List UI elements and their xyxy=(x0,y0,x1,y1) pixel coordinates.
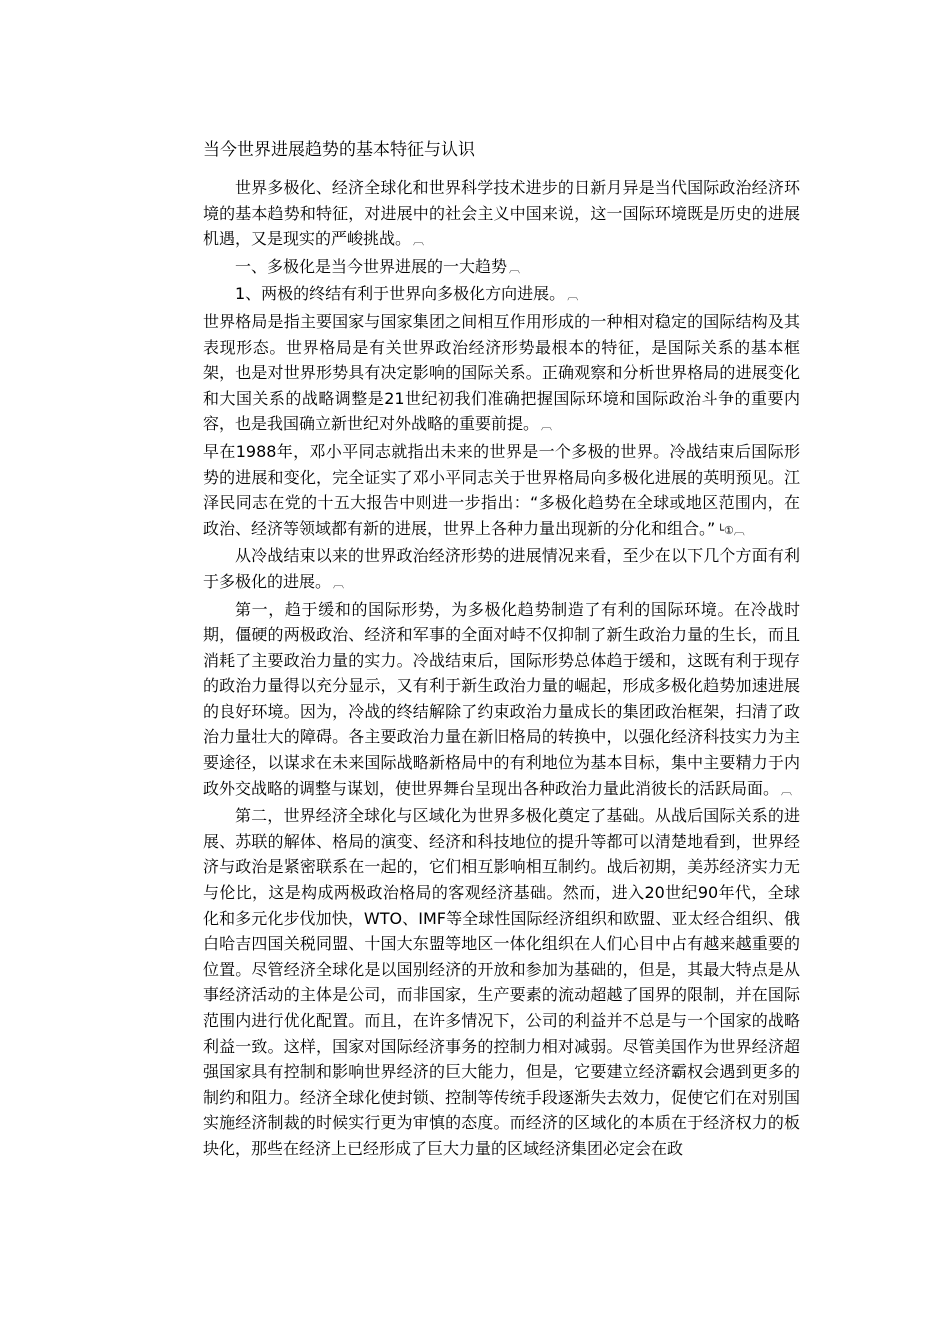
paragraph-text: 1、两极的终结有利于世界向多极化方向进展。 xyxy=(235,284,566,304)
paragraph xyxy=(203,175,800,254)
paragraph-text: 早在1988年，邓小平同志就指出未来的世界是一个多极的世界。冷战结束后国际形势的进展和变化，完全证实了邓小平同志关于世界格局向多极化进展的英明预见。江泽民同志在党的十五大报告中则进一步指出：“多极化趋势在全球或地区范围内，在政治、经济等领域都有新的进展，世界上各种力量出现新的分化和组合。” xyxy=(203,441,800,538)
paragraph-text: 第二，世界经济全球化与区域化为世界多极化奠定了基础。从战后国际关系的进展、苏联的解体、格局的演变、经济和科技地位的提升等都可以清楚地看到，世界经济与政治是紧密联系在一起的，它们相互影响相互制约。战后初期，美苏经济实力无与伦比，这是构成两极政治格局的客观经济基础。然而，进入20世纪90年代，全球化和多元化步伐加快，WTO、IMF等全球性国际经济组织和欧盟、亚太经合组织、俄白哈吉四国关税同盟、十国大东盟等地区一体化组织在人们心目中占有越来越重要的位置。尽管经济全球化是以国别经济的开放和参加为基础的，但是，其最大特点是从事经济活动的主体是公司，而非国家，生产要素的流动超越了国界的限制，并在国际范围内进行优化配置。而且，在许多情况下，公司的利益并不总是与一个国家的战略利益一致。这样，国家对国际经济事务的控制力相对减弱。尽管美国作为世界经济超强国家具有控制和影响世界经济的巨大能力，但是，它要建立经济霸权会遇到更多的制约和阻力。经济全球化使封锁、控制等传统手段逐渐失去效力，促使它们在对别国实施经济制裁的时候实行更为审慎的态度。而经济的区域化的本质在于经济权力的板块化，那些在经济上已经形成了巨大力量的区域经济集团必定会在政 xyxy=(203,806,800,1158)
paragraph-mark: ︹ xyxy=(541,419,553,433)
paragraph-mark: ︹ xyxy=(781,783,793,797)
document-title: 当今世界进展趋势的基本特征与认识 xyxy=(203,140,475,160)
paragraph xyxy=(203,803,800,1163)
paragraph-text: 一、多极化是当今世界进展的一大趋势 xyxy=(235,256,508,276)
paragraph-mark: ︹ xyxy=(567,289,579,303)
subsection-heading xyxy=(203,281,800,309)
paragraph-mark: └①︹ xyxy=(717,523,745,537)
paragraph-mark: ︹ xyxy=(333,576,345,590)
paragraph-mark: ︹ xyxy=(413,234,425,248)
paragraph-mark: ︹ xyxy=(509,261,521,275)
paragraph-text: 从冷战结束以来的世界政治经济形势的进展情况来看，至少在以下几个方面有利于多极化的进展。 xyxy=(203,546,800,591)
paragraph xyxy=(203,309,800,439)
paragraph-text: 第一，趋于缓和的国际形势，为多极化趋势制造了有利的国际环境。在冷战时期，僵硬的两极政治、经济和军事的全面对峙不仅抑制了新生政治力量的生长，而且消耗了主要政治力量的实力。冷战结束后，国际形势总体趋于缓和，这既有利于现存的政治力量得以充分显示，又有利于新生政治力量的崛起，形成多极化趋势加速进展的良好环境。因为，冷战的终结解除了约束政治力量成长的集团政治框架，扫清了政治力量壮大的障碍。各主要政治力量在新旧格局的转换中，以强化经济科技实力为主要途径，以谋求在未来国际战略新格局中的有利地位为基本目标，集中主要精力于内政外交战略的调整与谋划，使世界舞台呈现出各种政治力量此消彼长的活跃局面。 xyxy=(203,599,800,798)
paragraph-text: 世界格局是指主要国家与国家集团之间相互作用形成的一种相对稳定的国际结构及其表现形态。世界格局是有关世界政治经济形势最根本的特征，是国际关系的基本框架，也是对世界形势具有决定影响的国际关系。正确观察和分析世界格局的进展变化和大国关系的战略调整是21世纪初我们准确把握国际环境和国际政治斗争的重要内容，也是我国确立新世纪对外战略的重要前提。 xyxy=(203,311,800,434)
document-body xyxy=(203,175,800,1164)
paragraph-text: 世界多极化、经济全球化和世界科学技术进步的日新月异是当代国际政治经济环境的基本趋势和特征，对进展中的社会主义中国来说，这一国际环境既是历史的进展机遇，又是现实的严峻挑战。 xyxy=(203,178,800,249)
paragraph xyxy=(203,543,800,596)
section-heading xyxy=(203,254,800,282)
paragraph xyxy=(203,597,800,804)
paragraph xyxy=(203,439,800,543)
